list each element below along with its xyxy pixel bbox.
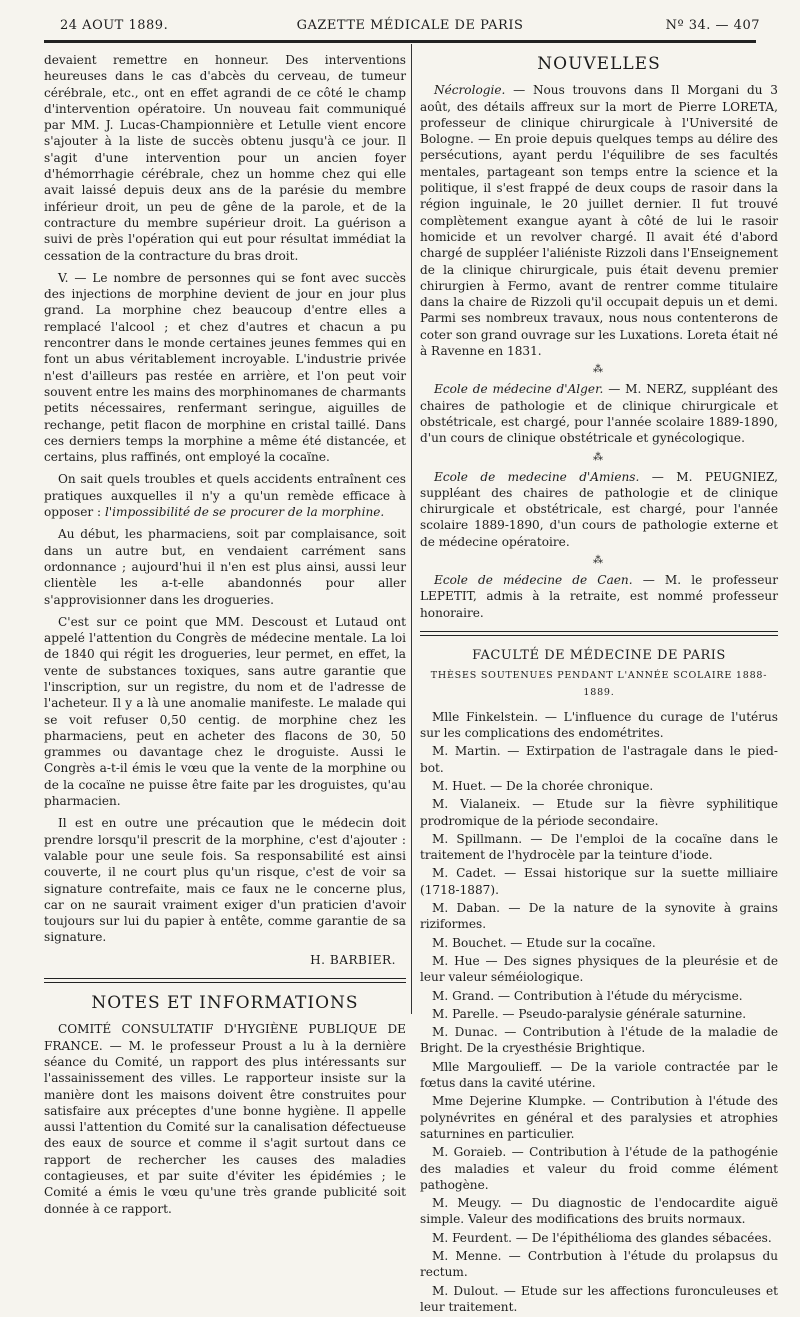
list-item: Mlle Finkelstein. — L'influence du curage de l'utérus sur les complications des endométrites. bbox=[420, 709, 778, 741]
paragraph: Il est en outre une précaution que le médecin doit prendre lorsqu'il prescrit de la morphine, c'est d'ajouter : valable pour une seule fois. Sa responsabilité est ainsi couverte, il ne court plus qu'un risque, c'est de voir sa signature contrefaite, mais ce faux ne le concerne plus, car on ne saurait vraiment exiger d'un praticien d'avoir toujours sur lui du papier à entête, comme garantie de sa signature. bbox=[44, 816, 406, 945]
list-item: M. Daban. — De la nature de la synovite à grains riziformes. bbox=[420, 901, 778, 932]
paragraph bbox=[44, 471, 406, 520]
paragraph bbox=[420, 572, 778, 621]
paragraph-lead: Ecole de médecine d'Alger. bbox=[434, 382, 604, 397]
theses-list bbox=[420, 709, 778, 1315]
list-item: M. Grand. — Contribution à l'étude du mérycisme. bbox=[432, 988, 743, 1003]
asterism-divider: ⁂ bbox=[593, 451, 605, 463]
paragraph-text: — M. le professeur LEPETIT, admis à la retraite, est nommé professeur honoraire. bbox=[420, 573, 778, 620]
paragraph: C'est sur ce point que MM. Descoust et Lutaud ont appelé l'attention du Congrès de médecine mentale. La loi de 1840 qui régit les drogueries, leur permet, en effet, la vente de substances toxiques, sans autre garantie que l'inscription, sur un registre, du nom et de l'adresse de l'acheteur. Il y a là une anomalie manifeste. Le malade qui se voit refuser 0,50 centig. de morphine chez les pharmaciens, peut en acheter des flacons de 30, 50 grammes ou davantage chez le droguiste. Aussi le Congrès a-t-il émis le vœu que la vente de la morphine ou de la cocaïne ne puisse être faite par les droguistes, qu'au pharmacien. bbox=[44, 614, 406, 809]
right-column bbox=[420, 52, 778, 1317]
paragraph bbox=[44, 1021, 406, 1217]
list-item: M. Goraieb. — Contribution à l'étude de la pathogénie des maladies et valeur du froid comme élément pathogène. bbox=[420, 1145, 778, 1192]
paragraph bbox=[420, 381, 778, 446]
list-item: M. Vialaneix. — Etude sur la fièvre syphilitique prodromique de la période secondaire. bbox=[420, 797, 778, 828]
section-title-nouvelles: NOUVELLES bbox=[537, 54, 661, 74]
list-item: M. Dunac. — Contribution à l'étude de la maladie de Bright. De la cryesthésie Brightique. bbox=[420, 1025, 778, 1056]
paragraph-text: — M. NERZ, suppléant des chaires de pathologie et de clinique chirurgicale et obstétricale, est chargé, pour l'année scolaire 1889-1890, d'un cours de clinique obstétricale et gynécologique. bbox=[420, 382, 778, 446]
list-item: M. Cadet. — Essai historique sur la suette milliaire (1718-1887). bbox=[420, 866, 778, 897]
paragraph bbox=[420, 469, 778, 550]
paragraph: devaient remettre en honneur. Des interventions heureuses dans le cas d'abcès du cerveau, de tumeur cérébrale, etc., ont en effet agrandi de ce côté le champ d'intervention opératoire. Un nouveau fait communiqué par MM. J. Lucas-Championnière et Letulle vient encore s'ajouter à la liste de succès obtenu jusqu'à ce jour. Il s'agit d'une intervention pour un ancien foyer d'hémorrhagie cérébrale, chez un homme chez qui elle avait laissé depuis deux ans de la parésie du membre inférieur droit, un peu de gêne de la parole, et de la contracture du membre supérieur droit. La guérison a suivi de près l'opération qui eut pour résultat immédiat la cessation de la contracture du bras droit. bbox=[44, 53, 406, 263]
paragraph bbox=[420, 82, 778, 359]
left-column bbox=[44, 52, 406, 1223]
paragraph-lead: COMITÉ CONSULTATIF D'HYGIÈNE PUBLIQUE DE FRANCE. bbox=[44, 1022, 406, 1053]
list-item: M. Spillmann. — De l'emploi de la cocaïne dans le traitement de l'hydrocèle par la teinture d'iode. bbox=[420, 831, 778, 863]
section-title-notes: NOTES ET INFORMATIONS bbox=[91, 993, 359, 1014]
list-item: Mlle Margoulieff. — De la variole contractée par le fœtus dans la cavité utérine. bbox=[420, 1059, 778, 1091]
paragraph-text: — Nous trouvons dans Il Morgani du 3 août, des détails affreux sur la mort de Pierre LORETA, professeur de clinique chirurgicale à l'Université de Bologne. — En proie depuis quelques temps au délire des persécutions, ayant perdu l'équilibre de ses facultés mentales, partageant son temps entre la science et la politique, il s'est frappé de deux coups de rasoir dans la région inguinale, le 20 juillet dernier. Il fut trouvé complètement exangue ayant à côté de lui le rasoir homicide et un revolver chargé. Il avait été d'abord chargé de suppléer l'aliéniste Rizzoli dans l'Enseignement de la clinique chirurgicale, puis était devenu premier chirurgien à Fermo, avant de rentrer comme titulaire dans la chaire de Rizzoli qu'il occupait depuis un et demi. Parmi ses nombreux travaux, nous nous contenterons de coter son grand ouvrage sur les Luxations. Loreta était né à Ravenne en 1831. bbox=[420, 83, 778, 359]
paragraph-lead: Ecole de médecine de Caen. bbox=[434, 573, 633, 588]
section-rule bbox=[420, 631, 778, 636]
column-divider bbox=[411, 44, 412, 1014]
section-rule bbox=[44, 978, 406, 983]
paragraph: V. — Le nombre de personnes qui se font avec succès des injections de morphine devient de jour en jour plus grand. La morphine chez beaucoup d'entre elles a remplacé l'alcool ; et chez d'autres et chacun a pu rencontrer dans le monde certaines jeunes femmes qui en font un abus véritablement incroyable. L'industrie privée n'est d'ailleurs pas restée en arrière, et l'on peut voir souvent entre les mains des morphinomanes de charmants petits nécessaires, renfermant seringue, aiguilles de rechange, petit flacon de morphine en cristal taillé. Dans ces derniers temps la morphine a même été distancée, et certains, plus raffinés, ont employé la cocaïne. bbox=[44, 270, 406, 465]
paragraph-lead: Ecole de medecine d'Amiens. bbox=[434, 469, 640, 484]
list-item: M. Parelle. — Pseudo-paralysie générale saturnine. bbox=[432, 1006, 747, 1021]
list-item: M. Meugy. — Du diagnostic de l'endocardite aiguë simple. Valeur des modifications des bruits normaux. bbox=[420, 1196, 778, 1227]
list-item: Mme Dejerine Klumpke. — Contribution à l'étude des polynévrites en général et des paralysies et atrophies saturnines en particulier. bbox=[420, 1094, 778, 1141]
page-header bbox=[60, 14, 760, 36]
paragraph-text: — M. PEUGNIEZ, suppléant des chaires de pathologie et de clinique chirurgicale et obstétricale, est chargé, pour l'année scolaire 1889-1890, d'un cours de pathologie externe et de médecine opératoire. bbox=[420, 469, 778, 549]
list-item: M. Huet. — De la chorée chronique. bbox=[432, 778, 654, 793]
list-item: M. Menne. — Contrbution à l'étude du prolapsus du rectum. bbox=[420, 1249, 778, 1280]
emphasis-text: l'impossibilité de se procurer de la morphine. bbox=[104, 505, 385, 520]
list-item: M. Feurdent. — De l'épithélioma des glandes sébacées. bbox=[432, 1230, 772, 1245]
paragraph-text: — M. le professeur Proust a lu à la dernière séance du Comité, un rapport des plus intéressants sur l'assainissement des villes. Le rapporteur insiste sur la manière dont les maisons doivent être construites pour satisfaire aux préceptes d'une bonne hygiène. Il appelle aussi l'attention du Comité sur la canalisation défectueuse des eaux de source et comme il s'agit surtout dans ce rapport de rechercher les causes des maladies contagieuses, et par suite d'éviter les épidémies ; le Comité a émis le vœu qu'une très grande publicité soit donnée à ce rapport. bbox=[44, 1038, 406, 1216]
list-item: M. Bouchet. — Etude sur la cocaïne. bbox=[432, 935, 656, 950]
list-item: M. Hue — Des signes physiques de la pleurésie et de leur valeur séméiologique. bbox=[420, 953, 778, 985]
list-item: M. Martin. — Extirpation de l'astragale dans le pied-bot. bbox=[420, 744, 778, 775]
header-date: 24 AOUT 1889. bbox=[60, 18, 169, 33]
paragraph: Au début, les pharmaciens, soit par complaisance, soit dans un autre but, en vendaient carrément sans ordonnance ; aujourd'hui il n'en est plus ainsi, aussi leur clientèle les a-t-elle abandonnés pour aller s'approvisionner dans les drogueries. bbox=[44, 527, 406, 607]
asterism-divider: ⁂ bbox=[593, 555, 605, 567]
journal-title: GAZETTE MÉDICALE DE PARIS bbox=[296, 18, 524, 33]
header-rule bbox=[44, 40, 756, 43]
list-item: M. Dulout. — Etude sur les affections furonculeuses et leur traitement. bbox=[420, 1283, 778, 1314]
author-signature: H. BARBIER. bbox=[310, 952, 396, 967]
faculty-subtitle: THÈSES SOUTENUES PENDANT L'ANNÉE SCOLAIRE 1888-1889. bbox=[430, 670, 768, 698]
issue-number: Nº 34. — 407 bbox=[665, 18, 760, 33]
faculty-title: FACULTÉ DE MÉDECINE DE PARIS bbox=[472, 647, 726, 663]
paragraph-lead: Nécrologie. bbox=[434, 83, 506, 98]
paragraph-text: On sait quels troubles et quels accidents entraînent ces pratiques auxquelles il n'y a qu'un remède efficace à opposer : bbox=[44, 472, 406, 520]
asterism-divider: ⁂ bbox=[593, 364, 605, 376]
